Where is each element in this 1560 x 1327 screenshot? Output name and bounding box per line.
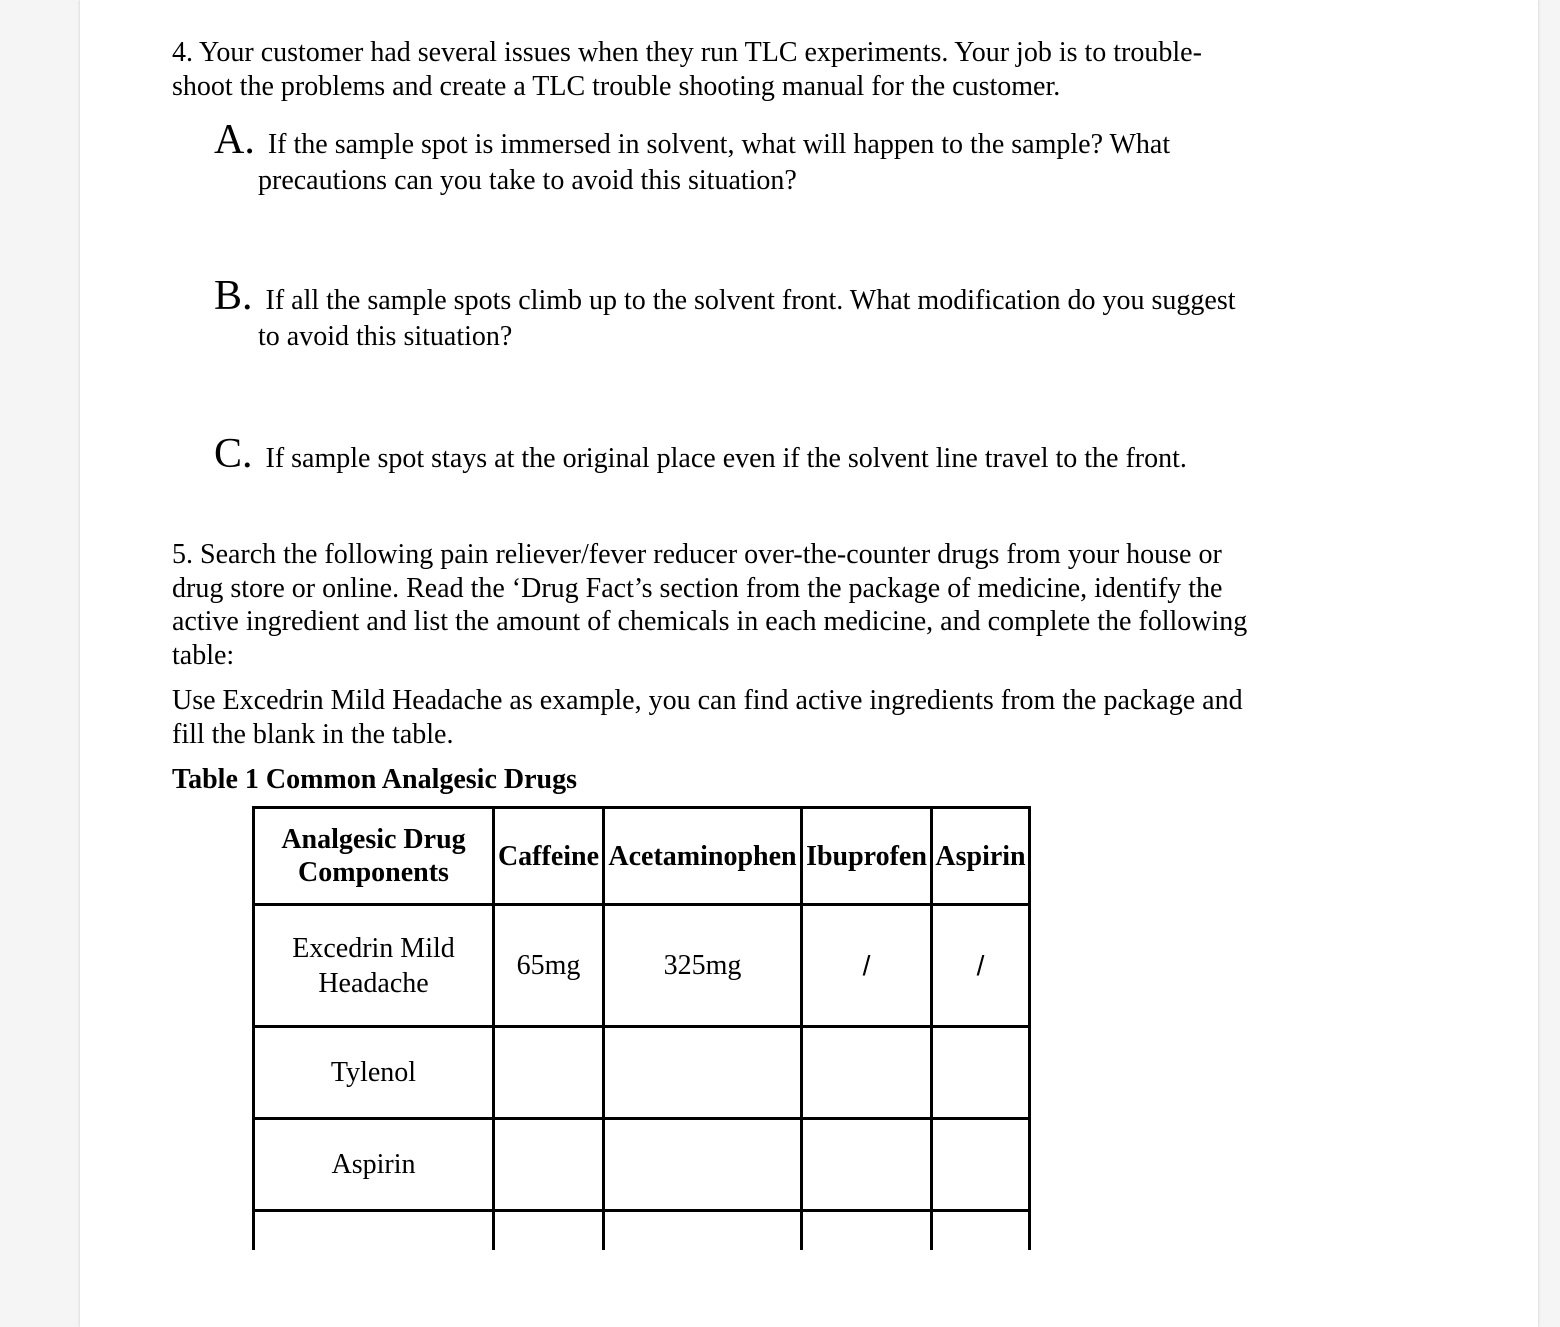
question-5-line-3: active ingredient and list the amount of chemicals in each medicine, and complete the following [172,606,1248,638]
cell-partial-aspirin[interactable] [932,1211,1030,1251]
cell-tylenol-caffeine[interactable] [494,1027,604,1119]
header-caffeine: Caffeine [494,808,604,905]
table-caption: Table 1 Common Analgesic Drugs [172,764,578,795]
question-4-line-2: shoot the problems and create a TLC trouble shooting manual for the customer. [172,71,1061,102]
row-excedrin-name [254,905,494,1027]
cell-excedrin-ibuprofen[interactable]: / [802,905,932,1027]
table-row [254,905,1030,1027]
header-aspirin: Aspirin [932,808,1030,905]
question-5-line-4: table: [172,639,235,671]
question-5-line-1: 5. Search the following pain reliever/fever reducer over-the-counter drugs from your house or [172,539,1222,570]
cell-tylenol-aspirin[interactable] [932,1027,1030,1119]
cell-tylenol-ibuprofen[interactable] [802,1027,932,1119]
row-partial-name [254,1211,494,1251]
cell-aspirin-caffeine[interactable] [494,1119,604,1211]
cell-partial-ibuprofen[interactable] [802,1211,932,1251]
analgesic-drugs-table [252,806,1031,1250]
cell-aspirin-ibuprofen[interactable] [802,1119,932,1211]
cell-aspirin-acetaminophen[interactable] [604,1119,802,1211]
part-b-line-2: to avoid this situation? [258,321,513,352]
question-4 [172,36,1272,104]
part-a-line-2: precautions can you take to avoid this situation? [258,165,797,196]
example-line-2: fill the blank in the table. [172,718,454,750]
part-b-letter: B. [214,273,253,319]
question-4-part-a [214,117,1264,199]
part-a-letter: A. [214,117,255,163]
example-instruction [172,684,1282,751]
part-a-line-1: If the sample spot is immersed in solvent, what will happen to the sample? What [267,129,1171,160]
table-header-row [254,808,1030,905]
part-c-line-1: If sample spot stays at the original place even if the solvent line travel to the front. [265,443,1187,474]
row-name-line-1: Excedrin Mild [292,932,455,964]
row-name-line-2: Headache [318,967,429,999]
example-line-1: Use Excedrin Mild Headache as example, you can find active ingredients from the package and [172,685,1243,716]
question-4-line-1: 4. Your customer had several issues when they run TLC experiments. Your job is to trouble- [172,37,1202,68]
table-row [254,1119,1030,1211]
question-5-line-2: drug store or online. Read the ‘Drug Fact’s section from the package of medicine, identify the [172,572,1223,604]
row-tylenol-name: Tylenol [254,1027,494,1119]
header-acetaminophen: Acetaminophen [604,808,802,905]
cell-excedrin-caffeine[interactable]: 65mg [494,905,604,1027]
cell-excedrin-acetaminophen[interactable]: 325mg [604,905,802,1027]
header-line-2: Components [298,857,449,888]
cell-tylenol-acetaminophen[interactable] [604,1027,802,1119]
cell-partial-acetaminophen[interactable] [604,1211,802,1251]
cell-partial-caffeine[interactable] [494,1211,604,1251]
header-ibuprofen: Ibuprofen [802,808,932,905]
part-c-letter: C. [214,431,253,477]
row-aspirin-name: Aspirin [254,1119,494,1211]
cell-excedrin-aspirin[interactable]: / [932,905,1030,1027]
part-b-line-1: If all the sample spots climb up to the solvent front. What modification do you suggest [265,285,1236,316]
question-5 [172,538,1282,672]
table-row [254,1027,1030,1119]
cell-aspirin-aspirin[interactable] [932,1119,1030,1211]
question-4-part-c [214,431,1264,477]
table-row-partial [254,1211,1030,1251]
header-analgesic-drug-components [254,808,494,905]
question-4-part-b [214,273,1264,355]
header-line-1: Analgesic Drug [281,824,466,855]
